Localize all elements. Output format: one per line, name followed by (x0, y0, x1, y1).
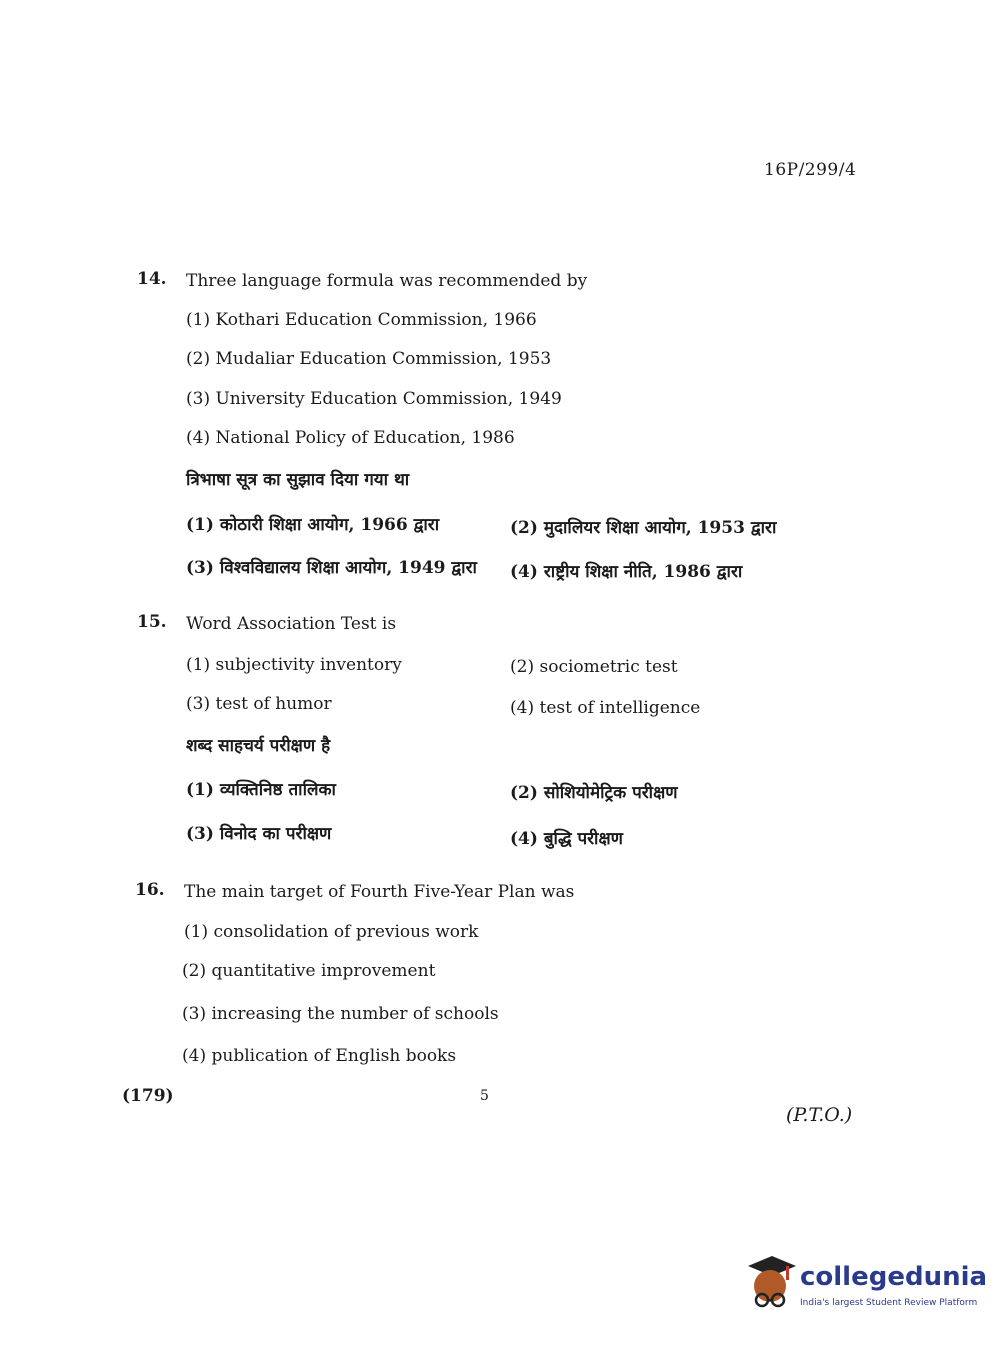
q14-hindi-option-4: (4) राष्ट्रीय शिक्षा नीति, 1986 द्वारा (510, 562, 743, 582)
q14-hindi-text: त्रिभाषा सूत्र का सुझाव दिया गया था (186, 470, 410, 490)
q14-option-3: (3) University Education Commission, 1949 (186, 389, 562, 409)
paper-code: 16P/299/4 (764, 160, 857, 180)
q16-option-1: (1) consolidation of previous work (184, 922, 479, 942)
q16-option-2: (2) quantitative improvement (182, 961, 436, 981)
q14-option-2: (2) Mudaliar Education Commission, 1953 (186, 349, 552, 369)
q14-option-4: (4) National Policy of Education, 1986 (186, 428, 515, 448)
q15-option-1: (1) subjectivity inventory (186, 655, 402, 675)
q15-hindi-option-2: (2) सोशियोमेट्रिक परीक्षण (510, 783, 678, 803)
q14-option-1: (1) Kothari Education Commission, 1966 (186, 310, 537, 330)
q16-option-3: (3) increasing the number of schools (182, 1004, 499, 1024)
pto-label: (P.T.O.) (786, 1104, 853, 1126)
page-number: 5 (480, 1088, 489, 1104)
q15-hindi-option-1: (1) व्यक्तिनिष्ठ तालिका (186, 780, 336, 800)
question-16-number: 16. (135, 880, 165, 900)
logo-tagline: India's largest Student Review Platform (800, 1298, 978, 1308)
mascot-icon (742, 1250, 798, 1316)
question-14-number: 14. (137, 269, 167, 289)
collegedunia-logo (742, 1250, 988, 1320)
q14-hindi-option-2: (2) मुदालियर शिक्षा आयोग, 1953 द्वारा (510, 518, 777, 538)
question-15-number: 15. (137, 612, 167, 632)
q15-option-3: (3) test of humor (186, 694, 332, 714)
logo-wordmark: collegedunia (800, 1262, 988, 1292)
q15-hindi-option-4: (4) बुद्धि परीक्षण (510, 829, 623, 849)
q14-hindi-option-1: (1) कोठारी शिक्षा आयोग, 1966 द्वारा (186, 515, 440, 535)
question-14-text: Three language formula was recommended by (186, 271, 588, 291)
booklet-code: (179) (122, 1086, 174, 1106)
q16-option-4: (4) publication of English books (182, 1046, 457, 1066)
q14-hindi-option-3: (3) विश्वविद्यालय शिक्षा आयोग, 1949 द्वारा (186, 558, 477, 578)
q15-hindi-option-3: (3) विनोद का परीक्षण (186, 824, 332, 844)
q15-option-2: (2) sociometric test (510, 657, 678, 677)
q15-hindi-text: शब्द साहचर्य परीक्षण है (186, 736, 331, 756)
q15-option-4: (4) test of intelligence (510, 698, 701, 718)
question-16-text: The main target of Fourth Five-Year Plan was (184, 882, 575, 902)
question-15-text: Word Association Test is (186, 614, 397, 634)
